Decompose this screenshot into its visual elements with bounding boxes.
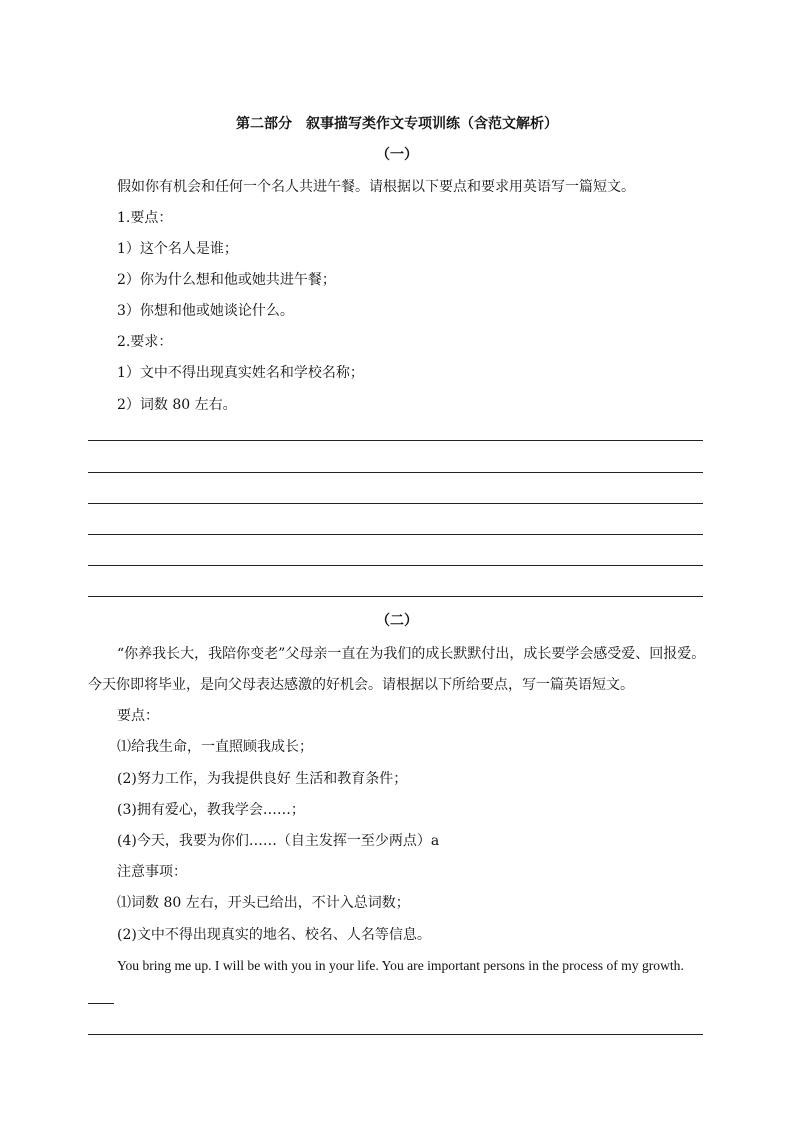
section1-point-2: 2）你为什么想和他或她共进午餐； xyxy=(117,272,336,288)
writing-line xyxy=(88,565,703,566)
section2-prompt-line1: “你养我长大，我陪你变老”父母亲一直在为我们的成长默默付出，成长要学会感受爱、回报爱。 xyxy=(117,646,706,662)
section2-notes-label: 注意事项： xyxy=(117,864,187,880)
writing-line xyxy=(88,503,703,504)
section1-requirement-2: 2）词数 80 左右。 xyxy=(117,397,237,413)
section1-points-label: 1.要点： xyxy=(117,210,173,226)
writing-line xyxy=(88,1034,703,1035)
writing-line xyxy=(88,472,703,473)
page-title: 第二部分 叙事描写类作文专项训练（含范文解析） xyxy=(236,116,558,132)
section2-points-label: 要点： xyxy=(117,708,159,724)
answer-line-start xyxy=(88,1003,114,1004)
section1-heading: （一） xyxy=(376,147,418,163)
section1-point-3: 3）你想和他或她谈论什么。 xyxy=(117,303,294,319)
writing-line xyxy=(88,534,703,535)
section2-point-4: (4)今天，我要为你们……（自主发挥一至少两点）a xyxy=(117,833,440,849)
section2-prompt-line2: 今天你即将毕业，是向父母表达感激的好机会。请根据以下所给要点，写一篇英语短文。 xyxy=(88,677,634,693)
section2-note-1: ⑴词数 80 左右，开头已给出，不计入总词数； xyxy=(117,895,410,911)
writing-line xyxy=(88,440,703,441)
section1-prompt: 假如你有机会和任何一个名人共进午餐。请根据以下要点和要求用英语写一篇短文。 xyxy=(117,179,635,195)
section2-heading: （二） xyxy=(376,613,418,629)
section2-point-1: ⑴给我生命，一直照顾我成长； xyxy=(117,739,313,755)
section2-opening-sentence: You bring me up. I will be with you in your life. You are important persons in the process of my growth. xyxy=(117,958,684,973)
section1-requirements-label: 2.要求： xyxy=(117,334,173,350)
section2-note-2: (2)文中不得出现真实的地名、校名、人名等信息。 xyxy=(117,927,431,943)
section1-point-1: 1）这个名人是谁； xyxy=(117,241,238,257)
writing-line xyxy=(88,596,703,597)
section2-point-2: (2)努力工作，为我提供良好 生活和教育条件； xyxy=(117,771,408,787)
section1-requirement-1: 1）文中不得出现真实姓名和学校名称； xyxy=(117,365,364,381)
section2-point-3: (3)拥有爱心，教我学会……； xyxy=(117,802,305,818)
